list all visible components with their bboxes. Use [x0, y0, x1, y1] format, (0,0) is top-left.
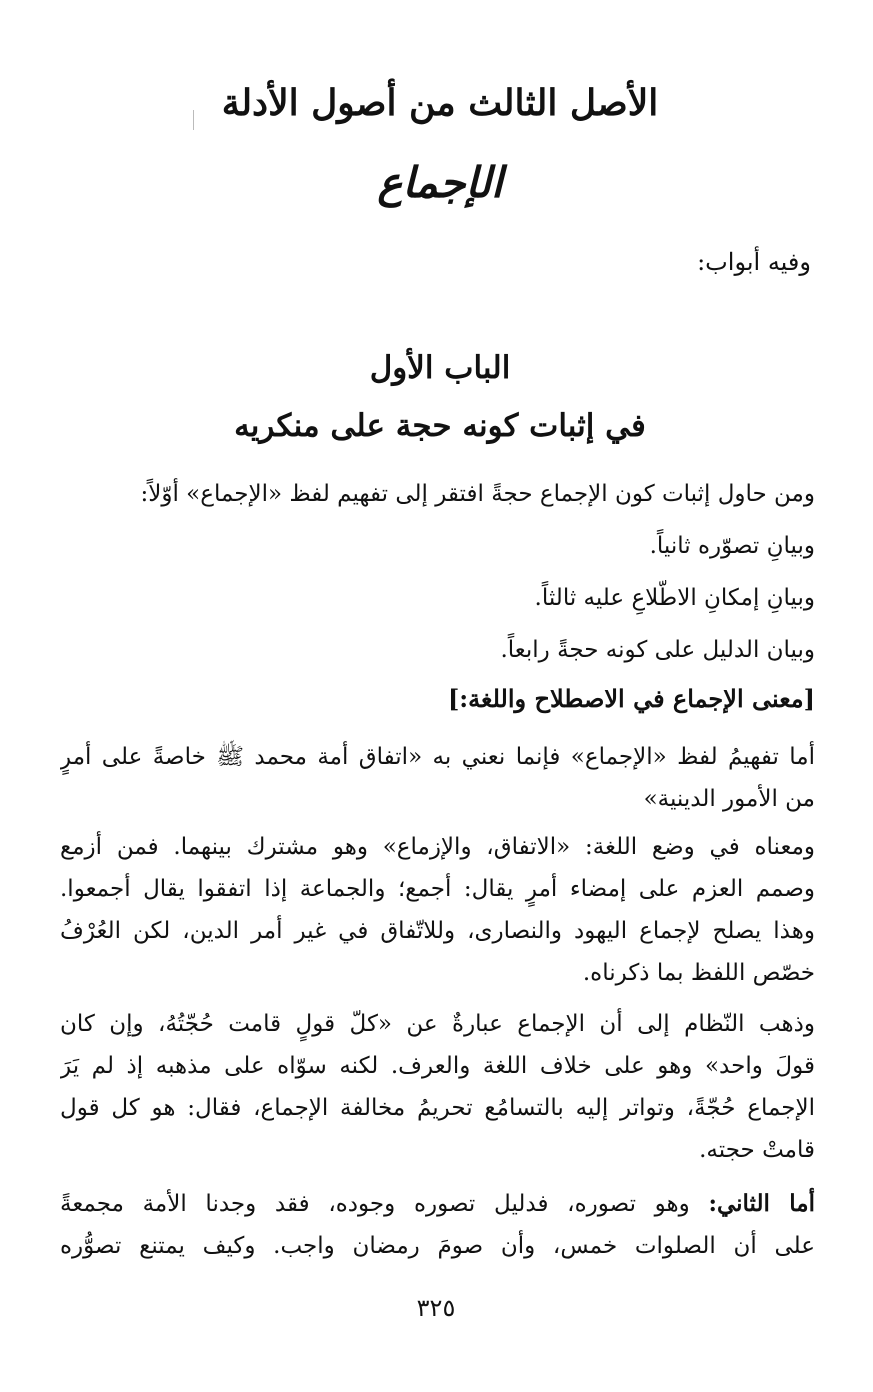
paragraph-line: خصّص اللفظ بما ذكرناه.: [582, 960, 815, 986]
paragraph-text: وهو تصوره، فدليل تصوره وجوده، فقد وجدنا الأمة مجمعةً: [60, 1191, 709, 1217]
nazzam-paragraph: [60, 1003, 815, 1171]
page-number: ٣٢٥: [416, 1294, 456, 1322]
opening-line: وبيانِ إمكانِ الاطّلاعِ عليه ثالثاً.: [534, 585, 815, 611]
opening-line: وبيانِ تصوّره ثانياً.: [649, 533, 815, 559]
opening-line: ومن حاول إثبات كون الإجماع حجةً افتقر إلى تفهيم لفظ «الإجماع» أوّلاً:: [140, 481, 815, 507]
paragraph-line: من الأمور الدينية»: [643, 786, 815, 812]
paragraph-line: قامتْ حجته.: [699, 1137, 815, 1163]
chapter-subtitle: في إثبات كونه حجة على منكريه: [234, 408, 646, 444]
intro-text: وفيه أبواب:: [697, 248, 811, 276]
paragraph-line: وصمم العزم على إمضاء أمرٍ يقال: أجمع؛ والجماعة إذا اتفقوا يقال أجمعوا.: [60, 876, 815, 902]
second-paragraph: [60, 1183, 815, 1267]
paragraph-line: [60, 1183, 815, 1225]
paragraph-line: وذهب النّظام إلى أن الإجماع عبارةٌ عن «كلّ قولٍ قامت حُجّتُهُ، وإن كان: [60, 1011, 815, 1037]
main-title: الأصل الثالث من أصول الأدلة: [221, 82, 659, 124]
paragraph-line: قولَ واحد» وهو على خلاف اللغة والعرف. لكنه سوّاه على مذهبه إذ لم يَرَ: [60, 1053, 815, 1079]
opening-list: [60, 468, 815, 676]
linguistic-paragraph: [60, 826, 815, 994]
paragraph-lead: أما الثاني:: [708, 1190, 815, 1217]
opening-line: وبيان الدليل على كونه حجةً رابعاً.: [500, 637, 815, 663]
chapter-title: الباب الأول: [369, 350, 511, 386]
paragraph-line: ومعناه في وضع اللغة: «الاتفاق، والإزماع» وهو مشترك بينهما. فمن أزمع: [60, 834, 815, 860]
paragraph-line: وهذا يصلح لإجماع اليهود والنصارى، وللاتّفاق في غير أمر الدين، لكن العُرْفُ: [60, 918, 815, 944]
calligraphy-title: الإجماع: [377, 158, 503, 207]
section-heading: [معنى الإجماع في الاصطلاح واللغة:]: [447, 684, 815, 713]
paragraph-line: الإجماع حُجّةً، وتواتر إليه بالتسامُع تحريمُ مخالفة الإجماع، فقال: هو كل قول: [60, 1095, 815, 1121]
paragraph-line: أما تفهيمُ لفظ «الإجماع» فإنما نعني به «اتفاق أمة محمد ﷺ خاصةً على أمرٍ: [60, 744, 815, 770]
definition-paragraph: [60, 736, 815, 820]
paragraph-line: على أن الصلوات خمس، وأن صومَ رمضان واجب. وكيف يمتنع تصوُّره: [60, 1233, 815, 1259]
